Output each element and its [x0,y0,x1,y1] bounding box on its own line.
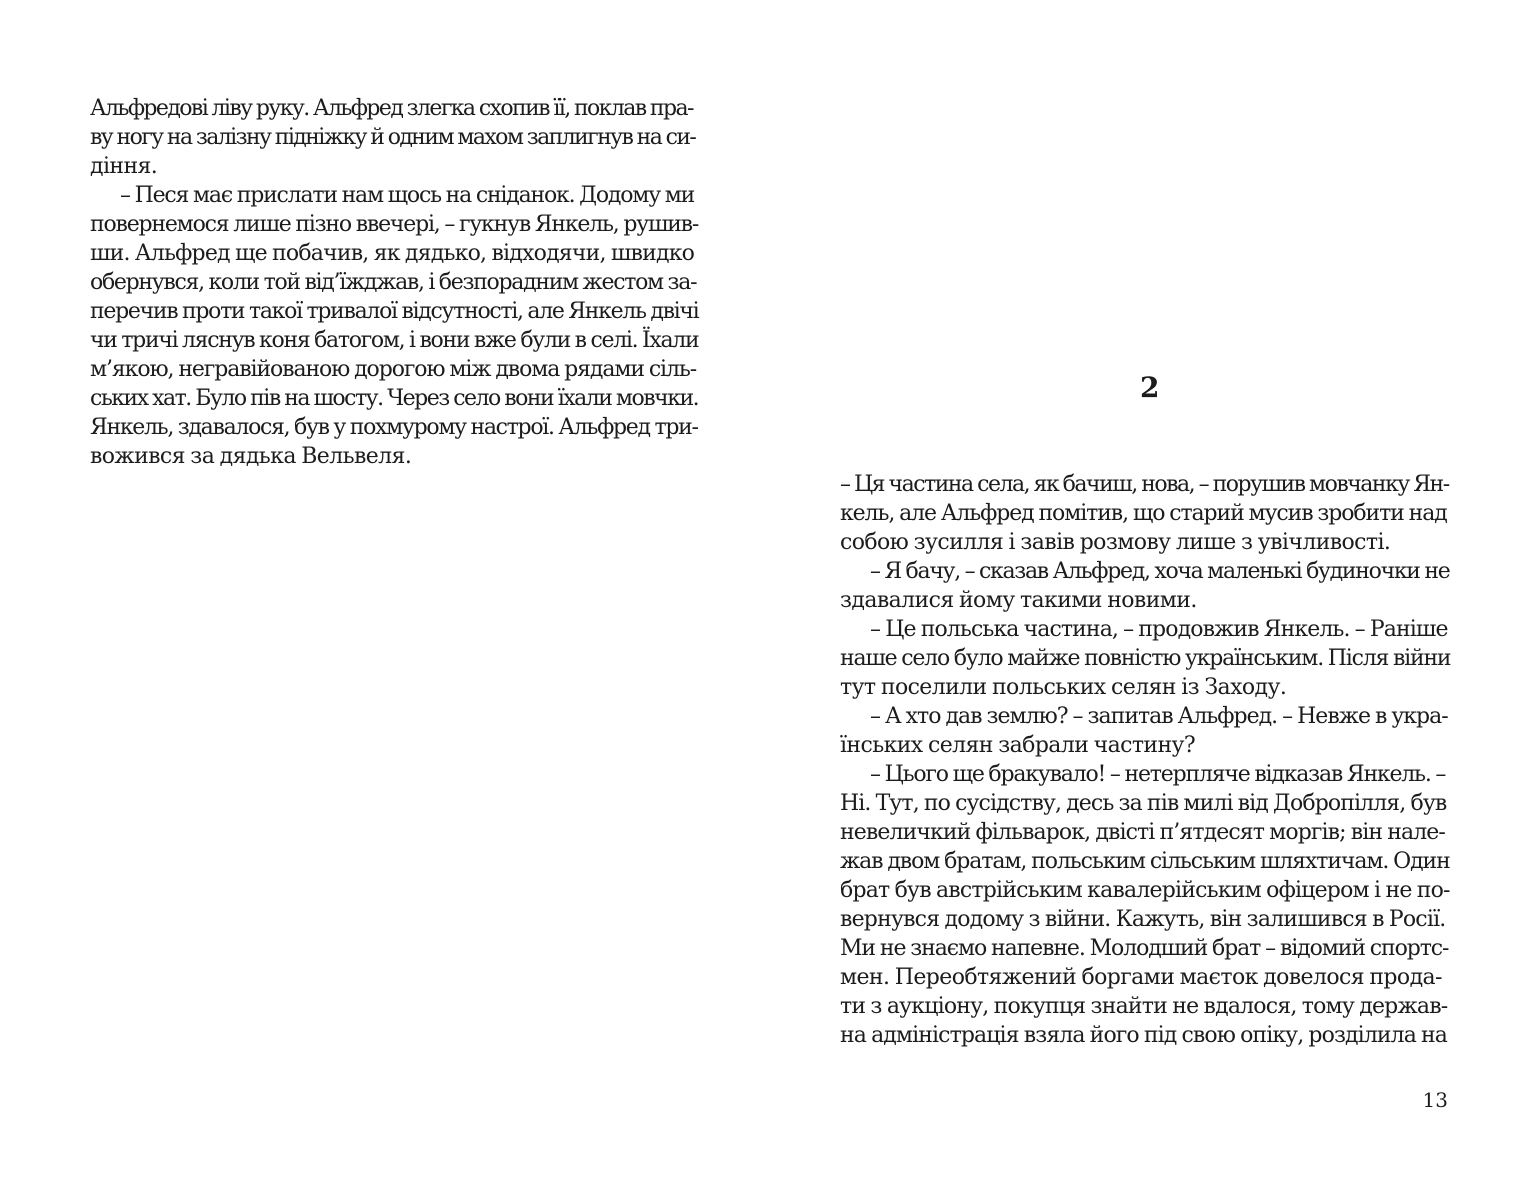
text-line: тут поселили польських селян із Заходу. [840,675,1287,700]
text-line: ти з аукціону, покупця знайти не вдалося, тому держав- [840,994,1448,1019]
text-line: – Цього ще бракувало! – нетерпляче відказав Янкель. – [870,762,1446,787]
text-line: здавалися йому такими новими. [840,588,1197,613]
text-line: собою зусилля і завів розмову лише з увічливості. [840,530,1391,555]
text-line: – Ця частина села, як бачиш, нова, – порушив мовчанку Ян- [840,472,1449,497]
text-line: наше село було майже повністю українським. Після війни [840,646,1451,671]
text-line: – Я бачу, – сказав Альфред, хоча маленькі будиночки не [870,559,1450,584]
text-line: Янкель, здавалося, був у похмурому настрої. Альфред три- [90,415,698,440]
text-line: – Це польська частина, – продовжив Янкель. – Раніше [870,617,1448,642]
page-number: 13 [1422,1088,1448,1112]
text-line: жав двом братам, польським сільським шляхтичам. Один [840,849,1450,874]
text-line: чи тричі ляснув коня батогом, і вони вже були в селі. Їхали [90,328,699,353]
text-line: м’якою, негравійованою дорогою між двома рядами сіль- [90,357,697,382]
text-line: брат був австрійським кавалерійським офіцером і не по- [840,878,1450,903]
text-line: повернемося лише пізно ввечері, – гукнув Янкель, рушив- [90,212,699,237]
text-line: вожився за дядька Вельвеля. [90,444,412,469]
text-line: – А хто дав землю? – запитав Альфред. – Невже в укра- [870,704,1448,729]
text-line: ши. Альфред ще побачив, як дядько, відходячи, швидко [90,241,695,266]
text-line: ських хат. Було пів на шосту. Через село вони їхали мовчки. [90,386,699,411]
left-page-text [90,94,698,471]
text-line: ву ногу на залізну підніжку й одним махом заплигнув на си- [90,125,696,150]
text-line: Ні. Тут, по сусідству, десь за пів милі від Добропілля, був [840,791,1447,816]
text-line: їнських селян забрали частину? [840,733,1196,758]
chapter-number: 2 [1140,371,1160,404]
text-line: вернувся додому з війни. Кажуть, він залишився в Росії. [840,907,1446,932]
right-page [768,0,1536,1182]
text-line: кель, але Альфред помітив, що старий мусив зробити над [840,501,1447,526]
text-line: діння. [90,154,158,179]
text-line: мен. Переобтяжений боргами маєток довелося прода- [840,965,1442,990]
text-line: на адміністрація взяла його під свою опіку, розділила на [840,1023,1448,1048]
text-line: обернувся, коли той від’їжджав, і безпорадним жестом за- [90,270,697,295]
text-line: – Песя має прислати нам щось на сніданок. Додому ми [120,183,695,208]
text-line: Альфредові ліву руку. Альфред злегка схопив її, поклав пра- [90,96,693,121]
text-line: невеличкий фільварок, двісті п’ятдесят моргів; він нале- [840,820,1445,845]
right-page-text [840,470,1450,1050]
text-line: перечив проти такої тривалої відсутності, але Янкель двічі [90,299,699,324]
text-line: Ми не знаємо напевне. Молодший брат – відомий спортс- [840,936,1449,961]
